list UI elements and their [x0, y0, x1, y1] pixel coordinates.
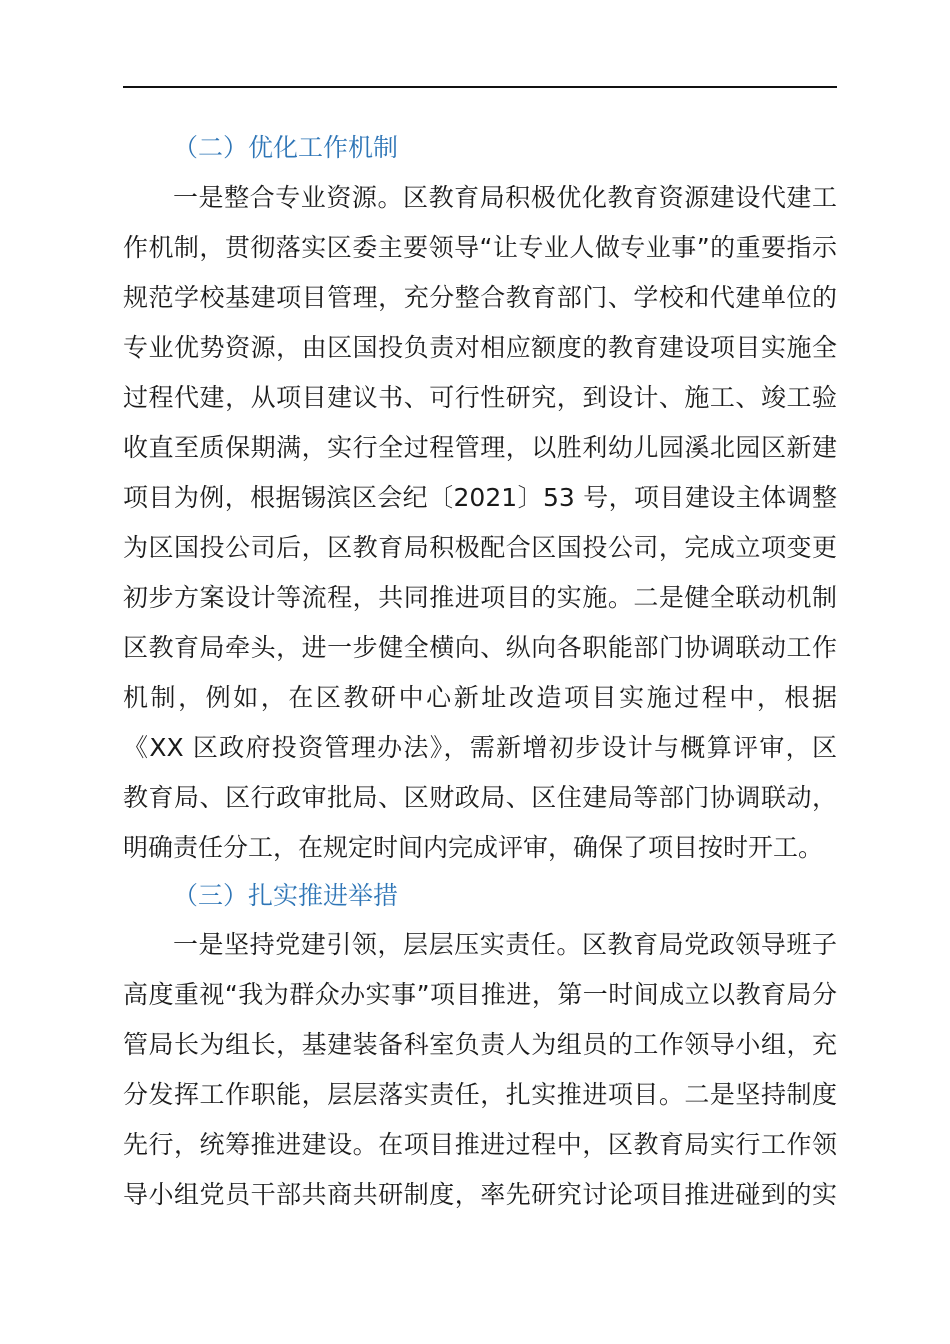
- section-heading-optimize-mechanism: （二）优化工作机制: [173, 133, 399, 162]
- paragraph-line: 明确责任分工，在规定时间内完成评审，确保了项目按时开工。: [123, 833, 824, 862]
- paragraph-line: 作机制，贯彻落实区委主要领导“让专业人做专业事”的重要指示: [123, 233, 837, 262]
- paragraph-line: 导小组党员干部共商共研制度，率先研究讨论项目推进碰到的实: [123, 1180, 837, 1209]
- paragraph-line: 专业优势资源，由区国投负责对相应额度的教育建设项目实施全: [123, 333, 837, 362]
- paragraph-line: 管局长为组长，基建装备科室负责人为组员的工作领导小组，充: [123, 1030, 837, 1059]
- paragraph-line: 收直至质保期满，实行全过程管理，以胜利幼儿园溪北园区新建: [123, 433, 837, 462]
- paragraph-line: 高度重视“我为群众办实事”项目推进，第一时间成立以教育局分: [123, 980, 837, 1009]
- paragraph-line: 为区国投公司后，区教育局积极配合区国投公司，完成立项变更: [123, 533, 837, 562]
- paragraph-line: 区教育局牵头，进一步健全横向、纵向各职能部门协调联动工作: [123, 633, 837, 662]
- header-rule: [123, 86, 837, 88]
- paragraph-line: 规范学校基建项目管理，充分整合教育部门、学校和代建单位的: [123, 283, 837, 312]
- paragraph-line: 先行，统筹推进建设。在项目推进过程中，区教育局实行工作领: [123, 1130, 837, 1159]
- paragraph-line: 过程代建，从项目建议书、可行性研究，到设计、施工、竣工验: [123, 383, 837, 412]
- paragraph-line: 初步方案设计等流程，共同推进项目的实施。二是健全联动机制: [123, 583, 837, 612]
- paragraph-line: 机制，例如，在区教研中心新址改造项目实施过程中，根据: [123, 683, 837, 712]
- paragraph-line: 一是整合专业资源。区教育局积极优化教育资源建设代建工: [173, 183, 837, 212]
- paragraph-line: 分发挥工作职能，层层落实责任，扎实推进项目。二是坚持制度: [123, 1080, 837, 1109]
- paragraph-line: 项目为例，根据锡滨区会纪〔2021〕53 号，项目建设主体调整: [123, 483, 837, 512]
- paragraph-line: 《XX 区政府投资管理办法》，需新增初步设计与概算评审，区: [123, 733, 837, 762]
- section-heading-solid-measures: （三）扎实推进举措: [173, 881, 399, 910]
- paragraph-line: 一是坚持党建引领，层层压实责任。区教育局党政领导班子: [173, 930, 837, 959]
- paragraph-line: 教育局、区行政审批局、区财政局、区住建局等部门协调联动，: [123, 783, 837, 812]
